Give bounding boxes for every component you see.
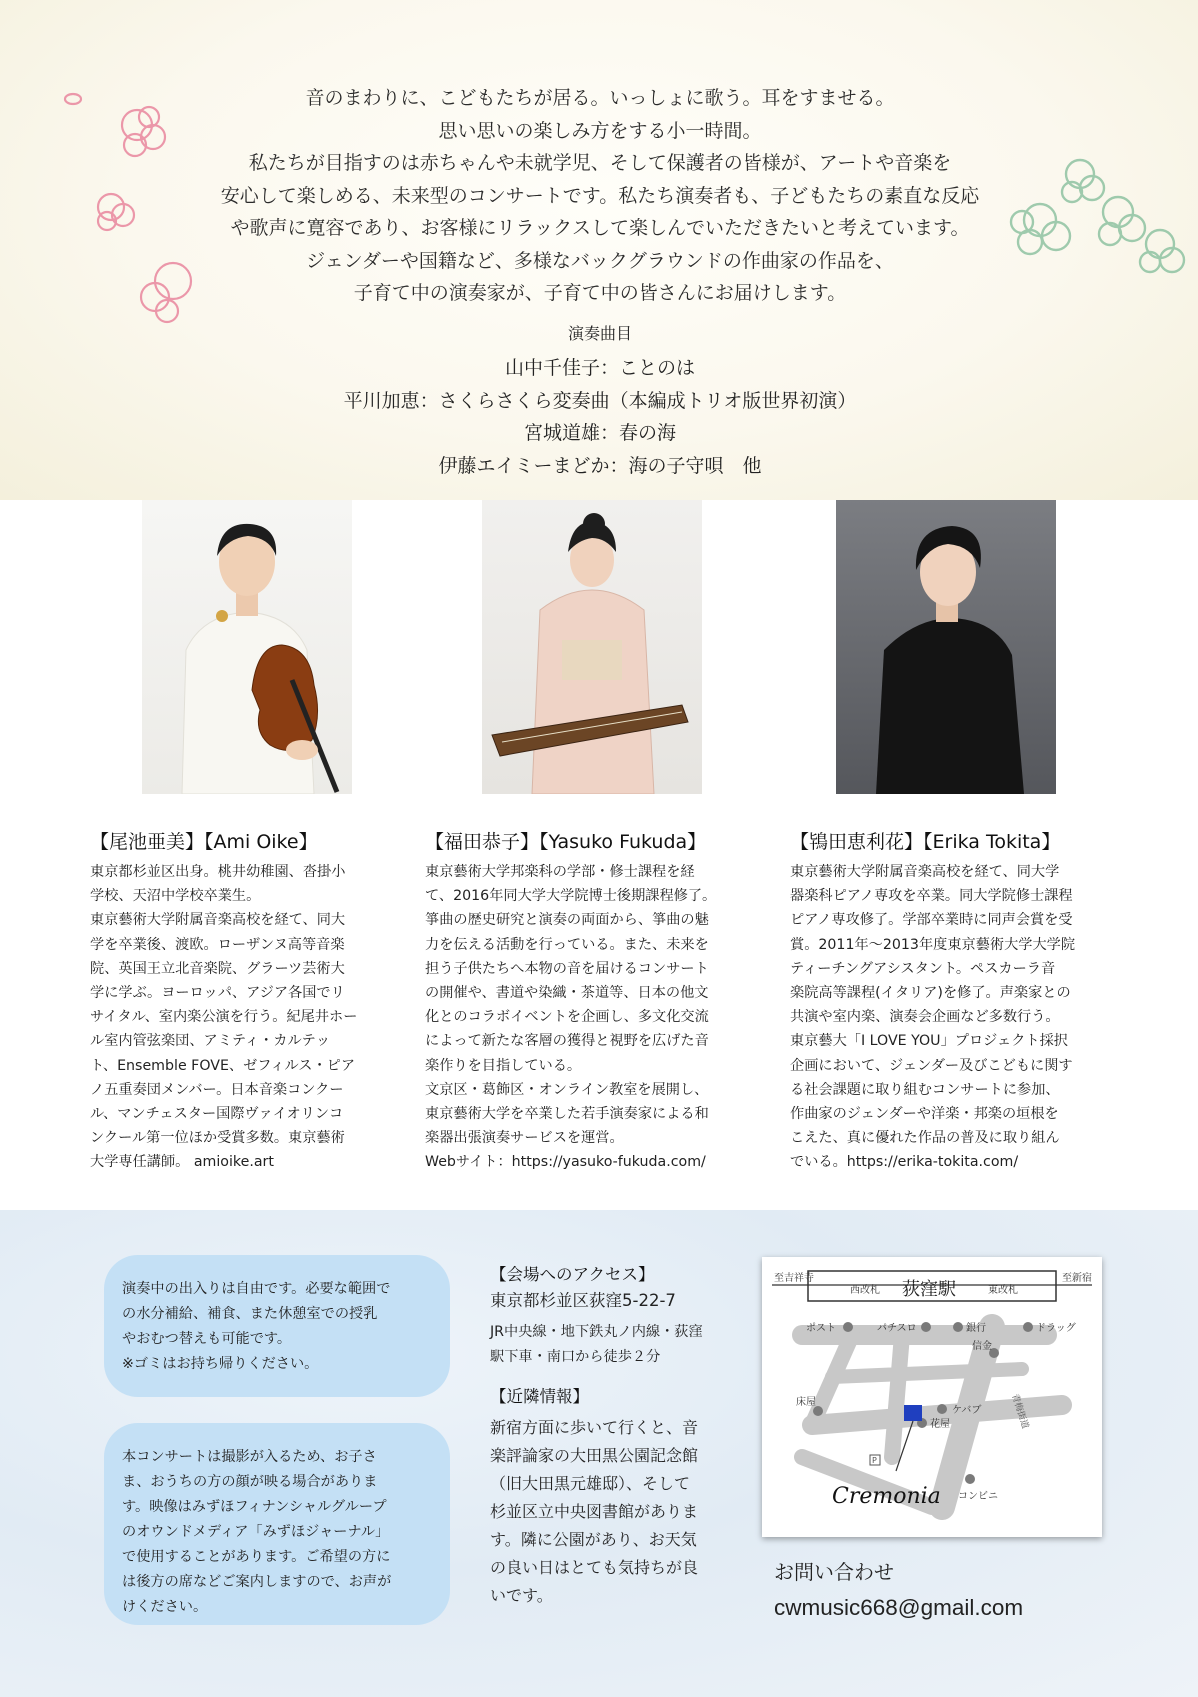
contact-info (774, 1556, 1023, 1628)
program-title: 演奏曲目 (567, 324, 632, 343)
bio-line: 学に学ぶ。ヨーロッパ、アジア各国でリ (90, 985, 345, 1002)
venue-marker (904, 1405, 922, 1421)
bio-line: ト、Ensemble FOVE、ゼフィルス・ピア (90, 1057, 356, 1074)
nearby-line: （旧大田黒元雄邸）、そして (490, 1474, 691, 1493)
performer-name: 【福田恭子】【Yasuko Fukuda】 (425, 831, 707, 853)
bio-line: 箏曲の歴史研究と演奏の両面から、箏曲の魅 (425, 912, 709, 929)
map-label: 花屋 (930, 1419, 950, 1430)
bio-line: ノ五重奏団メンバー。日本音楽コンクー (90, 1081, 344, 1098)
nearby-line: す。隣に公園があり、お天気 (490, 1530, 697, 1549)
nearby-line: の良い日はとても気持ちが良 (490, 1558, 699, 1577)
performer-bio-erika-tokita (790, 828, 1120, 1175)
bio-line: る社会課題に取り組むコンサートに参加、 (790, 1081, 1060, 1098)
bio-line: によって新たな客層の獲得と視野を広げた音 (425, 1033, 709, 1050)
bank-marker (953, 1322, 963, 1332)
notice-line: は後方の席などご案内しますので、お声が (122, 1574, 392, 1590)
notice-line: 演奏中の出入りは自由です。必要な範囲で (122, 1281, 391, 1297)
program-item: 宮城道雄：春の海 (523, 422, 676, 444)
map-label: 銀行 (966, 1323, 986, 1334)
bio-line: ル、マンチェスター国際ヴァイオリンコ (90, 1106, 344, 1123)
bio-line: 院、英国王立北音楽院、グラーツ芸術大 (90, 960, 345, 977)
venue-address: 東京都杉並区荻窪5-22-7 (490, 1291, 676, 1310)
nearby-line: 新宿方面に歩いて行くと、音 (490, 1418, 699, 1437)
violinist-photo (142, 500, 352, 794)
bio-line: ピアノ専攻修了。学部卒業時に同声会賞を受 (790, 912, 1073, 929)
bio-line: ティーチングアシスタント。ペスカーラ音 (790, 960, 1056, 977)
bio-line: 東京藝術大学を卒業した若手演奏家による和 (425, 1106, 709, 1123)
website-link[interactable]: でいる。https://erika-tokita.com/ (790, 1154, 1019, 1171)
bio-line: サイタル、室内楽公演を行う。紀尾井ホー (90, 1009, 358, 1026)
bio-line: て、2016年同大学大学院博士後期課程修了。 (425, 888, 717, 905)
bio-line: 大学専任講師。 amioike.art (90, 1154, 274, 1171)
filming-notice (104, 1423, 450, 1625)
intro-line: 音のまわりに、こどもたちが居る。いっしょに歌う。耳をすませる。 (305, 87, 895, 109)
website-link[interactable]: Webサイト：https://yasuko-fukuda.com/ (425, 1154, 706, 1171)
parking-label: P (872, 1456, 877, 1465)
bio-line: 学校、天沼中学校卒業生。 (90, 888, 261, 905)
map-label: ケバブ (952, 1405, 982, 1416)
convenience-marker (965, 1474, 975, 1484)
bio-line: ル室内管弦楽団、アミティ・カルテッ (90, 1033, 331, 1050)
intro-line: や歌声に寛容であり、お客様にリラックスして楽しんでいただきたいと考えています。 (230, 217, 970, 239)
bio-line: 化とのコラボイベントを企画し、多文化交流 (425, 1009, 709, 1026)
bio-line: 楽院高等課程(イタリア)を修了。声楽家との (790, 985, 1071, 1002)
map-label: 床屋 (796, 1397, 816, 1408)
performer-bio-ami-oike (90, 828, 390, 1175)
performer-bio-yasuko-fukuda (425, 828, 755, 1175)
koto-player-photo (482, 500, 702, 794)
notice-line: やおむつ替えも可能です。 (122, 1331, 292, 1347)
map-label: 東改札 (988, 1285, 1018, 1296)
bio-line: 楽器出張演奏サービスを運営。 (425, 1130, 624, 1147)
bio-line: 東京都杉並区出身。桃井幼稚園、沓掛小 (90, 864, 346, 880)
bio-line: 企画において、ジェンダー及びこどもに関す (790, 1057, 1073, 1074)
notice-line: ま、おうちの方の顔が映る場合がありま (122, 1474, 378, 1490)
notice-line: けください。 (122, 1599, 208, 1615)
map-label: 至新宿 (1062, 1273, 1092, 1284)
road-name: 青梅街道 (1009, 1392, 1030, 1431)
intro-line: 私たちが目指すのは赤ちゃんや未就学児、そして保護者の皆様が、アートや音楽を (248, 152, 952, 174)
access-heading: 【会場へのアクセス】 (490, 1265, 655, 1284)
bio-line: 賞。2011年〜2013年度東京藝術大学大学院 (790, 936, 1076, 953)
intro-line: 思い思いの楽しみ方をする小一時間。 (438, 119, 762, 142)
map-label: 至吉祥寺 (774, 1273, 814, 1284)
pianist-photo (836, 500, 1056, 794)
bio-line: 器楽科ピアノ専攻を卒業。同大学院修士課程 (790, 888, 1073, 905)
nearby-line: 杉並区立中央図書館がありま (490, 1502, 699, 1521)
bio-line: ンクール第一位ほか受賞多数。東京藝術 (90, 1130, 345, 1147)
map-label: パチスロ (877, 1323, 917, 1334)
bio-line: 文京区・葛飾区・オンライン教室を展開し、 (425, 1081, 709, 1098)
nearby-line: 楽評論家の大田黒公園記念館 (490, 1446, 699, 1465)
map-label: ドラッグ (1036, 1323, 1076, 1334)
intro-line: 子育て中の演奏家が、子育て中の皆さんにお届けします。 (353, 282, 847, 304)
notice-line: ※ゴミはお持ち帰りください。 (122, 1356, 319, 1372)
kebab-marker (937, 1404, 947, 1414)
performer-name: 【鴇田恵利花】【Erika Tokita】 (790, 831, 1061, 853)
map-label: コンビニ (958, 1491, 998, 1502)
route-line: 駅下車・南口から徒歩２分 (490, 1349, 661, 1365)
bio-line: 担う子供たちへ本物の音を届けるコンサート (425, 960, 709, 977)
program-item: 山中千佳子：ことのは (504, 357, 695, 379)
bio-line: 東京藝大「I LOVE YOU」プロジェクト採択 (790, 1033, 1068, 1050)
contact-label: お問い合わせ (774, 1560, 894, 1584)
bio-line: 共演や室内楽、演奏会企画など多数行う。 (790, 1009, 1060, 1026)
bio-line: 東京藝術大学附属音楽高校を経て、同大学 (790, 864, 1060, 880)
bio-line: の開催や、書道や染織・茶道等、日本の他文 (425, 985, 709, 1002)
access-info (490, 1262, 740, 1610)
performer-name: 【尾池亜美】【Ami Oike】 (90, 831, 318, 853)
bio-line: こえた、真に優れた作品の普及に取り組ん (790, 1130, 1060, 1147)
venue-logo: Cremonia (832, 1484, 941, 1509)
post-marker (843, 1322, 853, 1332)
notice-line: 本コンサートは撮影が入るため、お子さ (122, 1449, 377, 1465)
notice-line: す。映像はみずほフィナンシャルグループ (122, 1499, 387, 1515)
bio-line: 東京藝術大学邦楽科の学部・修士課程を経 (425, 864, 695, 880)
route-line: JR中央線・地下鉄丸ノ内線・荻窪 (490, 1324, 703, 1340)
nearby-line: いです。 (490, 1586, 553, 1605)
contact-email[interactable]: cwmusic668@gmail.com (774, 1595, 1024, 1620)
intro-line: ジェンダーや国籍など、多様なバックグラウンドの作曲家の作品を、 (306, 249, 894, 272)
intro-text (150, 82, 1050, 310)
bio-line: 東京藝術大学附属音楽高校を経て、同大 (90, 912, 346, 929)
map-label: 信金 (972, 1341, 992, 1352)
intro-line: 安心して楽しめる、未来型のコンサートです。私たち演奏者も、子どもたちの素直な反応 (220, 184, 980, 207)
nearby-heading: 【近隣情報】 (490, 1387, 589, 1406)
program-item: 伊藤エイミーまどか：海の子守唄 他 (438, 454, 762, 477)
program-item: 平川加恵：さくらさくら変奏曲（本編成トリオ版世界初演） (343, 389, 857, 412)
pachinko-marker (921, 1322, 931, 1332)
drugstore-marker (1023, 1322, 1033, 1332)
station-name: 荻窪駅 (902, 1279, 956, 1300)
notice-line: で使用することがあります。ご希望の方に (122, 1549, 391, 1565)
venue-map (762, 1257, 1102, 1537)
bio-line: 作曲家のジェンダーや洋楽・邦楽の垣根を (790, 1106, 1059, 1123)
bio-line: 楽作りを目指している。 (425, 1057, 582, 1074)
notice-line: のオウンドメディア「みずほジャーナル」 (122, 1524, 390, 1540)
program-list (150, 322, 1050, 482)
map-label: 西改札 (850, 1285, 880, 1296)
map-label: ポスト (806, 1323, 836, 1334)
entry-notice (104, 1255, 450, 1397)
bio-line: 力を伝える活動を行っている。また、未来を (425, 936, 709, 953)
notice-line: の水分補給、補食、また休憩室での授乳 (122, 1306, 378, 1322)
bio-line: 学を卒業後、渡欧。ローザンヌ高等音楽 (90, 936, 345, 953)
